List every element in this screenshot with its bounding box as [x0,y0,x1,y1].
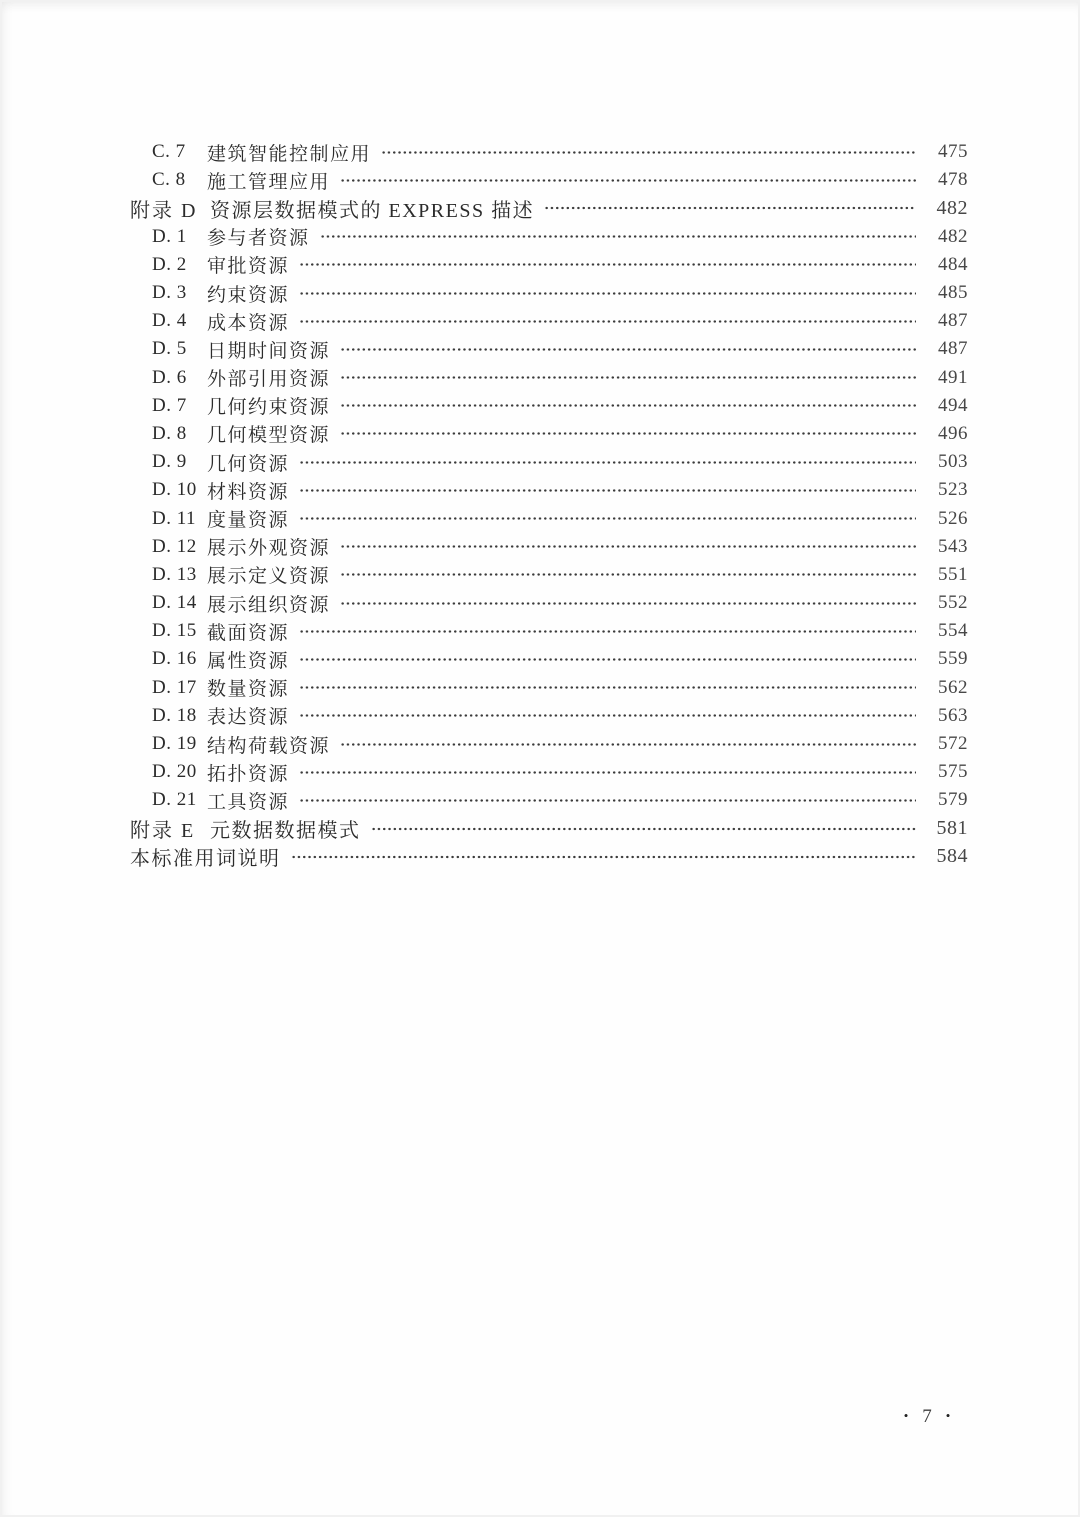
toc-entry-page: 581 [936,817,968,840]
toc-entry [130,223,968,251]
toc-entry-number: D. 18 [152,704,197,726]
dot-leader [544,198,916,218]
toc-entry-title: 截面资源 [207,622,290,644]
toc-entry-page: 559 [938,648,968,670]
toc-entry-title: 本标准用词说明 [130,848,281,871]
toc-entry-number: D. 8 [152,422,187,444]
toc-entry [130,730,968,758]
toc-entry-page: 523 [938,479,968,501]
toc-entry-page: 496 [938,422,968,444]
toc-entry-title: 元数据数据模式 [210,820,361,843]
dot-leader [340,735,916,754]
toc-entry-number: D. 16 [152,648,197,670]
toc-entry-page: 552 [938,592,968,614]
dot-leader [320,227,916,246]
toc-entry [130,674,968,702]
toc-entry-title: 表达资源 [207,707,290,729]
toc-entry-title: 展示外观资源 [207,538,331,560]
toc-entry-number: D. 11 [152,507,197,529]
dot-leader [381,143,916,162]
toc-entry [130,561,968,589]
toc-entry-page: 485 [938,282,968,304]
dot-leader [299,481,916,500]
toc-entry-number: D. 7 [152,394,187,416]
toc-entry [130,617,968,645]
toc-entry-page: 572 [938,733,968,755]
toc-entry-title: 几何资源 [207,453,290,475]
toc-entry-title: 结构荷载资源 [207,735,331,757]
toc-entry-page: 482 [936,196,968,219]
toc-entry-title: 参与者资源 [207,228,310,250]
dot-leader [299,791,916,810]
toc-entry-page: 487 [938,338,968,360]
toc-entry-page: 484 [938,253,968,275]
toc-entry [130,448,968,476]
dot-leader [340,340,916,359]
toc-entry-page: 563 [938,704,968,726]
folio-page-number: 7 [922,1406,932,1427]
dot-leader [299,509,916,528]
toc-entry-number: D. 15 [152,620,197,642]
toc-entry [130,364,968,392]
toc-entry [130,307,968,335]
toc-entry-title: 施工管理应用 [207,171,331,193]
dot-leader [299,622,916,641]
dot-leader [371,819,917,839]
dot-leader [299,678,916,697]
toc-entry-page: 503 [938,451,968,473]
toc-entry-title: 几何约束资源 [207,397,331,419]
toc-entry-number: D. 10 [152,479,197,501]
dot-leader [340,537,916,556]
toc-entry-page: 478 [938,169,968,191]
toc-entry [130,702,968,730]
toc-entry [130,392,968,420]
dot-leader [299,284,916,303]
toc-entry-page: 554 [938,620,968,642]
toc-entry-page: 579 [938,789,968,811]
toc-entry [130,279,968,307]
toc-entry [130,589,968,617]
dot-leader [340,368,916,387]
toc-entry-number: D. 19 [152,733,197,755]
toc-entry-title: 成本资源 [207,312,290,334]
toc-entry-title: 工具资源 [207,791,290,813]
toc-entry-title: 外部引用资源 [207,369,331,391]
toc-entry [130,843,968,871]
toc-entry-title: 展示组织资源 [207,594,331,616]
toc-entry-number: D. 4 [152,310,187,332]
toc-entry-page: 491 [938,366,968,388]
toc-entry [130,645,968,673]
toc-entry [130,420,968,448]
dot-leader [340,396,916,415]
toc-entry-title: 数量资源 [207,679,290,701]
page-footer [872,1406,982,1428]
dot-leader [291,847,917,867]
folio-left-dot: • [903,1408,909,1423]
toc-entry-number: D. 13 [152,563,197,585]
toc-entry-page: 551 [938,563,968,585]
toc-entry-number: D. 9 [152,451,187,473]
dot-leader [299,706,916,725]
toc-entry-number: C. 8 [152,169,186,191]
toc-entry-number: D. 1 [152,225,187,247]
toc-entry-number: D. 3 [152,282,187,304]
toc-entry-page: 562 [938,676,968,698]
toc-entry-page: 543 [938,535,968,557]
toc-entry-number: C. 7 [152,141,186,163]
toc-entry-page: 526 [938,507,968,529]
folio-right-dot: • [945,1408,951,1423]
dot-leader [340,424,916,443]
dot-leader [340,565,916,584]
toc-entry-page: 482 [938,225,968,247]
toc-entry-number: D. 12 [152,535,197,557]
toc-entry-number: D. 21 [152,789,197,811]
toc-entry-number: 附录 D [130,199,198,222]
toc-entry [130,504,968,532]
toc-entry [130,166,968,194]
toc-entry-title: 属性资源 [207,650,290,672]
toc-entry [130,758,968,786]
toc-entry [130,786,968,814]
toc-entry-title: 资源层数据模式的 EXPRESS 描述 [210,199,535,222]
toc-entry-title: 展示定义资源 [207,566,331,588]
dot-leader [299,650,916,669]
toc-entry-title: 材料资源 [207,481,290,503]
toc-entry-page: 487 [938,310,968,332]
toc-entry-title: 日期时间资源 [207,340,331,362]
toc-entry [130,251,968,279]
toc-entry-number: D. 20 [152,761,197,783]
toc-entry [130,476,968,504]
dot-leader [299,763,916,782]
toc-entry [130,138,968,166]
toc-entry-page: 575 [938,761,968,783]
toc-entry [130,335,968,363]
toc-entry-title: 约束资源 [207,284,290,306]
toc-entry-number: D. 2 [152,253,187,275]
dot-leader [340,594,916,613]
dot-leader [299,453,916,472]
toc-entry-title: 拓扑资源 [207,763,290,785]
dot-leader [299,255,916,274]
toc-entry [130,194,968,222]
toc-entry-title: 度量资源 [207,510,290,532]
dot-leader [340,171,916,190]
toc-entry-title: 建筑智能控制应用 [207,143,372,165]
toc-entry-page: 494 [938,394,968,416]
toc-entry-number: D. 5 [152,338,187,360]
toc-entry-page: 475 [938,141,968,163]
toc-entry-title: 审批资源 [207,256,290,278]
toc-entry [130,533,968,561]
toc-entry-number: D. 6 [152,366,187,388]
toc-entry-number: D. 14 [152,592,197,614]
table-of-contents [130,138,968,871]
toc-entry-title: 几何模型资源 [207,425,331,447]
toc-entry-page: 584 [936,845,968,868]
dot-leader [299,312,916,331]
toc-entry-number: D. 17 [152,676,197,698]
toc-entry-number: 附录 E [130,820,196,843]
toc-entry [130,815,968,843]
